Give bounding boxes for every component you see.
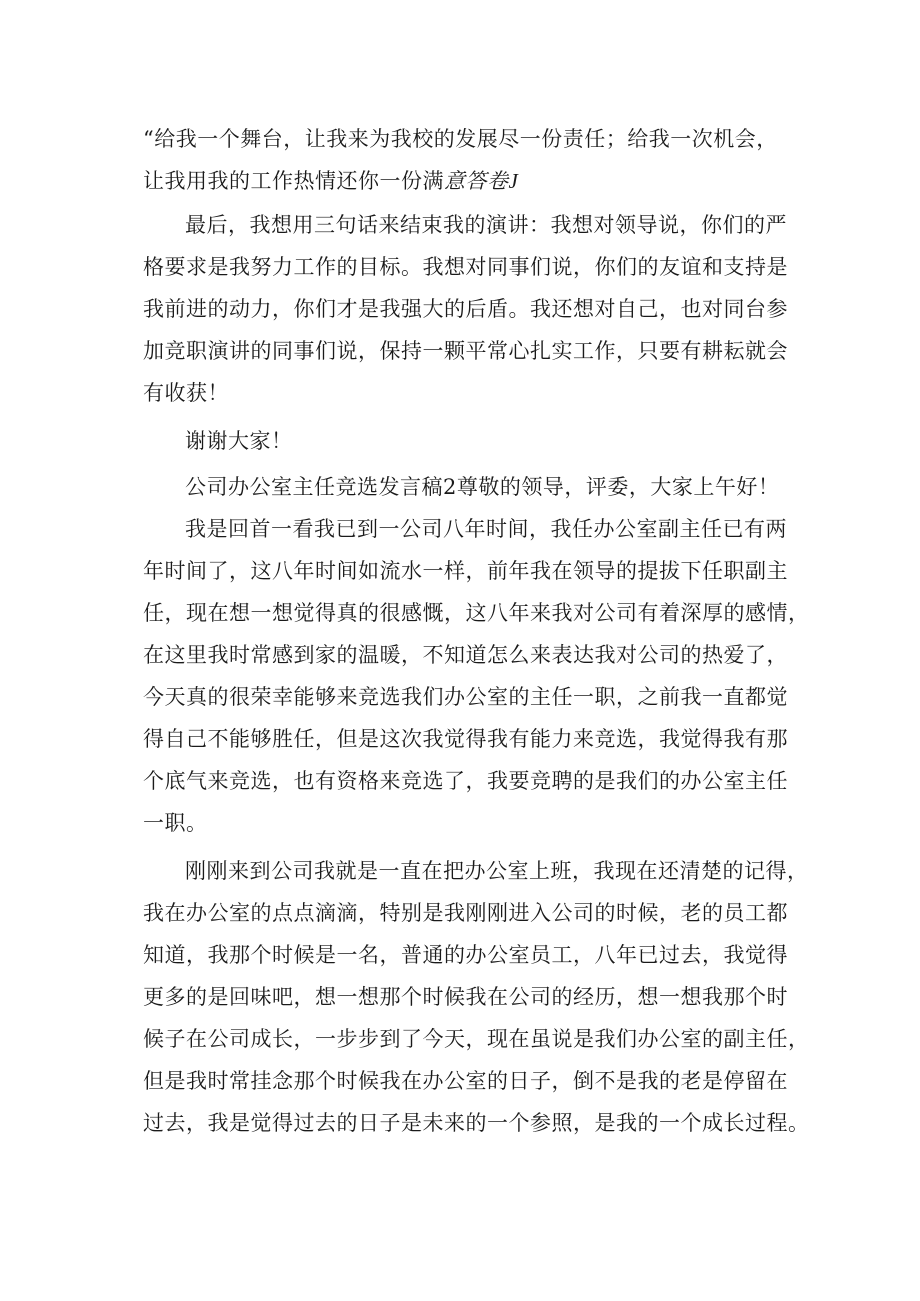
- text-line: 我前进的动力，你们才是我强大的后盾。我还想对自己，也对同台参: [143, 297, 788, 321]
- text-line: 今天真的很荣幸能够来竞选我们办公室的主任一职，之前我一直都觉: [143, 685, 788, 709]
- text-line: 谢谢大家！: [185, 429, 293, 453]
- text-line: 我是回首一看我已到一公司八年时间，我任办公室副主任已有两: [185, 517, 787, 541]
- text-line: 刚刚来到公司我就是一直在把办公室上班，我现在还清楚的记得，: [185, 859, 809, 883]
- text-line: 加竞职演讲的同事们说，保持一颗平常心扎实工作，只要有耕耘就会: [143, 339, 788, 363]
- text-line: 格要求是我努力工作的目标。我想对同事们说，你们的友谊和支持是: [143, 255, 788, 279]
- text-line: 任，现在想一想觉得真的很感慨，这八年来我对公司有着深厚的感情，: [143, 601, 810, 625]
- text-line: 我在办公室的点点滴滴，特别是我刚刚进入公司的时候，老的员工都: [143, 901, 788, 925]
- text-line: 最后，我想用三句话来结束我的演讲：我想对领导说，你们的严: [185, 213, 787, 237]
- paragraph-closing-quote: [143, 118, 793, 202]
- text-line: 有收获！: [143, 381, 229, 405]
- paragraph-speech-title: [143, 466, 793, 508]
- text-line-main: 让我用我的工作热情还你一份满: [143, 169, 444, 193]
- paragraph-thanks: [143, 420, 793, 462]
- text-line: 过去，我是觉得过去的日子是未来的一个参照，是我的一个成长过程。: [143, 1111, 810, 1135]
- text-line: 年时间了，这八年时间如流水一样，前年我在领导的提拔下任职副主: [143, 559, 788, 583]
- text-line: “给我一个舞台，让我来为我校的发展尽一份责任；给我一次机会，: [143, 127, 778, 151]
- text-line: 在这里我时常感到家的温暖，不知道怎么来表达我对公司的热爱了，: [143, 643, 788, 667]
- text-line: 得自己不能够胜任，但是这次我觉得我有能力来竞选，我觉得我有那: [143, 727, 788, 751]
- text-line-tail: 意答卷J: [444, 169, 519, 193]
- paragraph-memories: [143, 850, 810, 1144]
- text-line: 公司办公室主任竞选发言稿2尊敬的领导，评委，大家上午好！: [185, 475, 780, 499]
- text-line: 个底气来竞选，也有资格来竞选了，我要竞聘的是我们的办公室主任: [143, 769, 788, 793]
- paragraph-final-words: [143, 204, 793, 414]
- text-line: 更多的是回味吧，想一想那个时候我在公司的经历，想一想我那个时: [143, 985, 788, 1009]
- text-line: [143, 160, 793, 202]
- text-line: 一职。: [143, 811, 208, 835]
- text-line: 知道，我那个时候是一名，普通的办公室员工，八年已过去，我觉得: [143, 943, 788, 967]
- text-line: 候子在公司成长，一步步到了今天，现在虽说是我们办公室的副主任，: [143, 1027, 810, 1051]
- text-line: 但是我时常挂念那个时候我在办公室的日子，倒不是我的老是停留在: [143, 1069, 788, 1093]
- paragraph-introduction: [143, 508, 810, 844]
